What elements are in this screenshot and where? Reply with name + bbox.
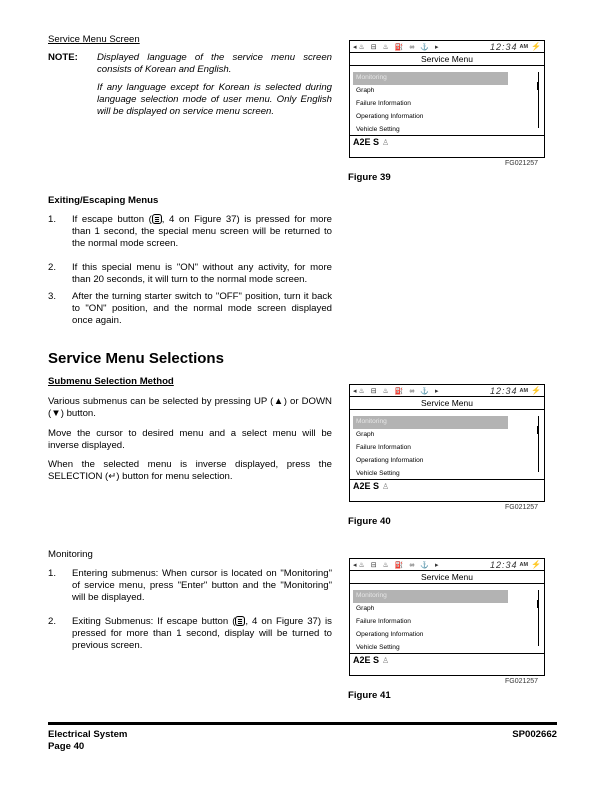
seat-icon: ♙ bbox=[382, 482, 390, 491]
bolt-icon: ⚡ bbox=[531, 560, 541, 569]
status-bar bbox=[350, 559, 544, 571]
menu-item-vehicle-setting[interactable]: Vehicle Setting bbox=[356, 126, 400, 133]
figure-code: FG021257 bbox=[505, 160, 539, 167]
menu-item-operating-information[interactable]: Operationg Information bbox=[356, 457, 424, 464]
exiting-heading: Exiting/Escaping Menus bbox=[48, 195, 159, 206]
figure-code: FG021257 bbox=[505, 504, 539, 511]
menu-item-graph[interactable]: Graph bbox=[356, 87, 375, 94]
monitoring-heading: Monitoring bbox=[48, 549, 93, 560]
seat-icon: ♙ bbox=[382, 138, 390, 147]
selection-enter-icon: ↵ bbox=[108, 471, 117, 483]
seat-icon: ♙ bbox=[382, 656, 390, 665]
down-arrow-icon: ▼ bbox=[51, 408, 61, 420]
menu-item-graph[interactable]: Graph bbox=[356, 431, 375, 438]
menu-item-vehicle-setting[interactable]: Vehicle Setting bbox=[356, 644, 400, 651]
display-title: Service Menu bbox=[350, 571, 544, 584]
am-pm: AM bbox=[519, 43, 529, 50]
bolt-icon: ⚡ bbox=[531, 386, 541, 395]
status-icons: ◂♨ ⊟ ♨ ⛽ ∞ ⚓ ▸ bbox=[353, 387, 441, 395]
scrollbar[interactable] bbox=[538, 72, 539, 128]
status-icons: ◂♨ ⊟ ♨ ⛽ ∞ ⚓ ▸ bbox=[353, 561, 441, 569]
footer-rule bbox=[48, 722, 557, 725]
footer-doc-id: SP002662 bbox=[512, 729, 557, 740]
menu-item-failure-information[interactable]: Failure Information bbox=[356, 444, 411, 451]
service-menu-display-figure-40 bbox=[349, 384, 545, 502]
scrollbar[interactable] bbox=[538, 590, 539, 646]
menu-item-monitoring[interactable]: Monitoring bbox=[353, 416, 508, 429]
section-heading-service-menu-selections: Service Menu Selections bbox=[48, 350, 224, 367]
up-arrow-icon: ▲ bbox=[273, 396, 284, 407]
service-menu-list bbox=[350, 584, 544, 653]
note-paragraph-2: If any language except for Korean is selected during language selection mode of user menu. Only English will be displayed on service menu screen. bbox=[97, 82, 332, 118]
submenu-paragraph-3: When the selected menu is inverse displayed, press the SELECTION (↵) button for menu selection. bbox=[48, 459, 332, 483]
figure-code: FG021257 bbox=[505, 678, 539, 685]
menu-item-vehicle-setting[interactable]: Vehicle Setting bbox=[356, 470, 400, 477]
footer-section: Electrical System bbox=[48, 729, 128, 740]
service-menu-display-figure-41 bbox=[349, 558, 545, 676]
am-pm: AM bbox=[519, 561, 529, 568]
section-heading-service-menu-screen: Service Menu Screen bbox=[48, 34, 140, 45]
service-menu-list bbox=[350, 66, 544, 135]
figure-caption: Figure 41 bbox=[348, 690, 391, 701]
display-bottom-bar: A2E S ♙ bbox=[350, 135, 544, 149]
submenu-heading: Submenu Selection Method bbox=[48, 376, 174, 387]
bolt-icon: ⚡ bbox=[531, 42, 541, 51]
clock: 12:34 bbox=[489, 41, 518, 52]
am-pm: AM bbox=[519, 387, 529, 394]
menu-item-operating-information[interactable]: Operationg Information bbox=[356, 631, 424, 638]
monitoring-item-2: 2. Exiting Submenus: If escape button ( , 4 on Figure 37) is pressed for more than 1 second, display will be turned to previous screen. bbox=[48, 616, 332, 652]
note-paragraph-1: Displayed language of the service menu screen consists of Korean and English. bbox=[97, 52, 332, 76]
status-bar bbox=[350, 41, 544, 53]
exiting-item-2: 2. If this special menu is "ON" without any activity, for more than 20 seconds, it will turn to the normal mode screen. bbox=[48, 262, 332, 286]
status-bar bbox=[350, 385, 544, 397]
status-icons: ◂♨ ⊟ ♨ ⛽ ∞ ⚓ ▸ bbox=[353, 43, 441, 51]
footer-page-number: Page 40 bbox=[48, 741, 85, 752]
menu-item-failure-information[interactable]: Failure Information bbox=[356, 100, 411, 107]
escape-button-icon bbox=[152, 214, 162, 224]
figure-caption: Figure 39 bbox=[348, 172, 391, 183]
clock: 12:34 bbox=[489, 385, 518, 396]
monitoring-item-1: 1. Entering submenus: When cursor is located on "Monitoring" of service menu, press "Enter" button and the "Monitoring" will be displayed. bbox=[48, 568, 332, 604]
menu-item-monitoring[interactable]: Monitoring bbox=[353, 590, 508, 603]
menu-item-graph[interactable]: Graph bbox=[356, 605, 375, 612]
service-menu-display-figure-39 bbox=[349, 40, 545, 158]
submenu-paragraph-1: Various submenus can be selected by pressing UP (▲) or DOWN (▼) button. bbox=[48, 396, 332, 420]
note-label: NOTE: bbox=[48, 52, 78, 63]
menu-item-operating-information[interactable]: Operationg Information bbox=[356, 113, 424, 120]
scrollbar[interactable] bbox=[538, 416, 539, 472]
escape-button-icon bbox=[235, 616, 245, 626]
figure-caption: Figure 40 bbox=[348, 516, 391, 527]
exiting-item-1: 1. If escape button ( , 4 on Figure 37) is pressed for more than 1 second, the special menu screen will be returned to the normal mode screen. bbox=[48, 214, 332, 250]
menu-item-monitoring[interactable]: Monitoring bbox=[353, 72, 508, 85]
clock: 12:34 bbox=[489, 559, 518, 570]
menu-item-failure-information[interactable]: Failure Information bbox=[356, 618, 411, 625]
display-bottom-bar: A2E S ♙ bbox=[350, 653, 544, 667]
exiting-item-3: 3. After the turning starter switch to "OFF" position, turn it back to "ON" position, and the normal mode screen displayed once again. bbox=[48, 291, 332, 327]
display-title: Service Menu bbox=[350, 397, 544, 410]
service-menu-list bbox=[350, 410, 544, 479]
submenu-paragraph-2: Move the cursor to desired menu and a select menu will be inverse displayed. bbox=[48, 428, 332, 452]
display-bottom-bar: A2E S ♙ bbox=[350, 479, 544, 493]
display-title: Service Menu bbox=[350, 53, 544, 66]
